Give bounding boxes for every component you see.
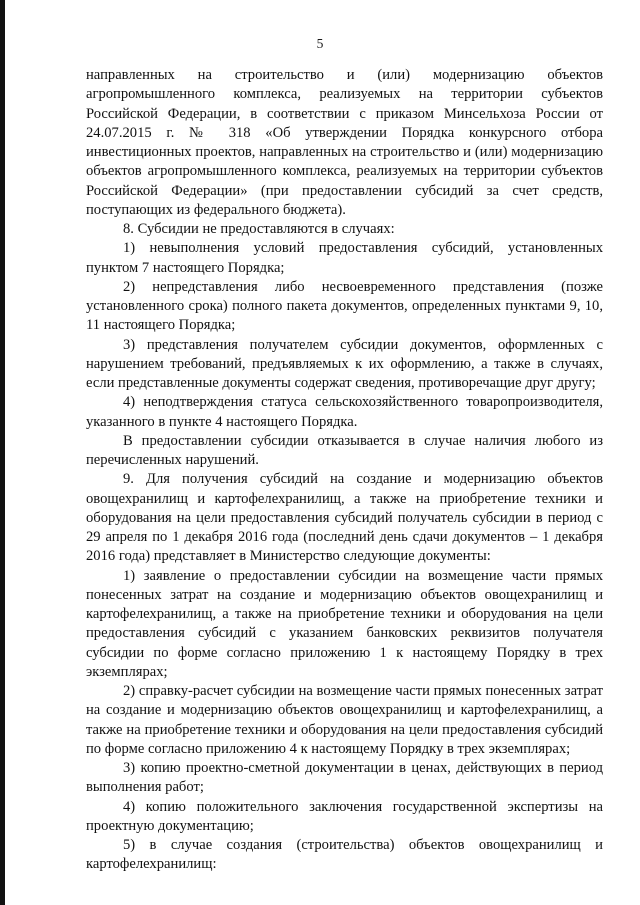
paragraph-item-9: 9. Для получения субсидий на создание и модернизацию объектов овощехранилищ и картофелехранилищ, а также на приобретение техники и оборудования на цели предоставления субсидий получатель субсидии в период с 29 апреля по 1 декабря 2016 года (последний день сдачи документов – 1 декабря 2016 года) представляет в Министерство следующие документы: — [86, 471, 603, 565]
paragraph-8-subitem-3: 3) представления получателем субсидии документов, оформленных с нарушением требований, предъявляемых к их оформлению, а также в случаях, если представленные документы содержат сведения, противоречащие друг другу; — [86, 336, 603, 391]
paragraph-continuation: направленных на строительство и (или) модернизацию объектов агропромышленного комплекса, реализуемых на территории субъектов Российской Федерации, в соответствии с приказом Минсельхоза России от 24.07.2015 г. № 318 «Об утверждении Порядка конкурсного отбора инвестиционных проектов, направленных на строительство и (или) модернизацию объектов агропромышленного комплекса, реализуемых на территории субъектов Российской Федерации» (при предоставлении субсидий за счет средств, поступающих из федерального бюджета). — [86, 67, 603, 218]
paragraph-9-subitem-3: 3) копию проектно-сметной документации в ценах, действующих в период выполнения работ; — [86, 760, 603, 796]
paragraph-8-subitem-4: 4) неподтверждения статуса сельскохозяйственного товаропроизводителя, указанного в пункте 4 настоящего Порядка. — [86, 394, 603, 430]
paragraph-9-subitem-2: 2) справку-расчет субсидии на возмещение части прямых понесенных затрат на создание и модернизацию объектов овощехранилищ и картофелехранилищ, а также на приобретение техники и оборудования на цели предоставления субсидий по форме согласно приложению 4 к настоящему Порядку в трех экземплярах; — [86, 683, 603, 757]
paragraph-8-subitem-2: 2) непредставления либо несвоевременного представления (позже установленного срока) полного пакета документов, определенных пунктами 9, 10, 11 настоящего Порядка; — [86, 278, 603, 334]
paragraph-8-subitem-1: 1) невыполнения условий предоставления субсидий, установленных пунктом 7 настоящего Порядка; — [86, 240, 603, 276]
paragraph-item-8: 8. Субсидии не предоставляются в случаях: — [123, 221, 395, 237]
paragraph-9-subitem-1: 1) заявление о предоставлении субсидии на возмещение части прямых понесенных затрат на создание и модернизацию объектов овощехранилищ и картофелехранилищ, а также на приобретение техники и оборудования на цели предоставления субсидий с указанием банковских реквизитов получателя субсидии по форме согласно приложению 1 к настоящему Порядку в трех экземплярах; — [86, 567, 603, 680]
paragraph-9-subitem-4: 4) копию положительного заключения государственной экспертизы на проектную документацию; — [86, 798, 603, 834]
paragraph-9-subitem-5: 5) в случае создания (строительства) объектов овощехранилищ и картофелехранилищ: — [86, 837, 603, 873]
paragraph-refusal-note: В предоставлении субсидии отказывается в случае наличия любого из перечисленных нарушений. — [86, 432, 603, 468]
scan-edge-shadow — [0, 0, 5, 905]
page-number: 5 — [316, 36, 324, 51]
document-body — [86, 66, 603, 875]
